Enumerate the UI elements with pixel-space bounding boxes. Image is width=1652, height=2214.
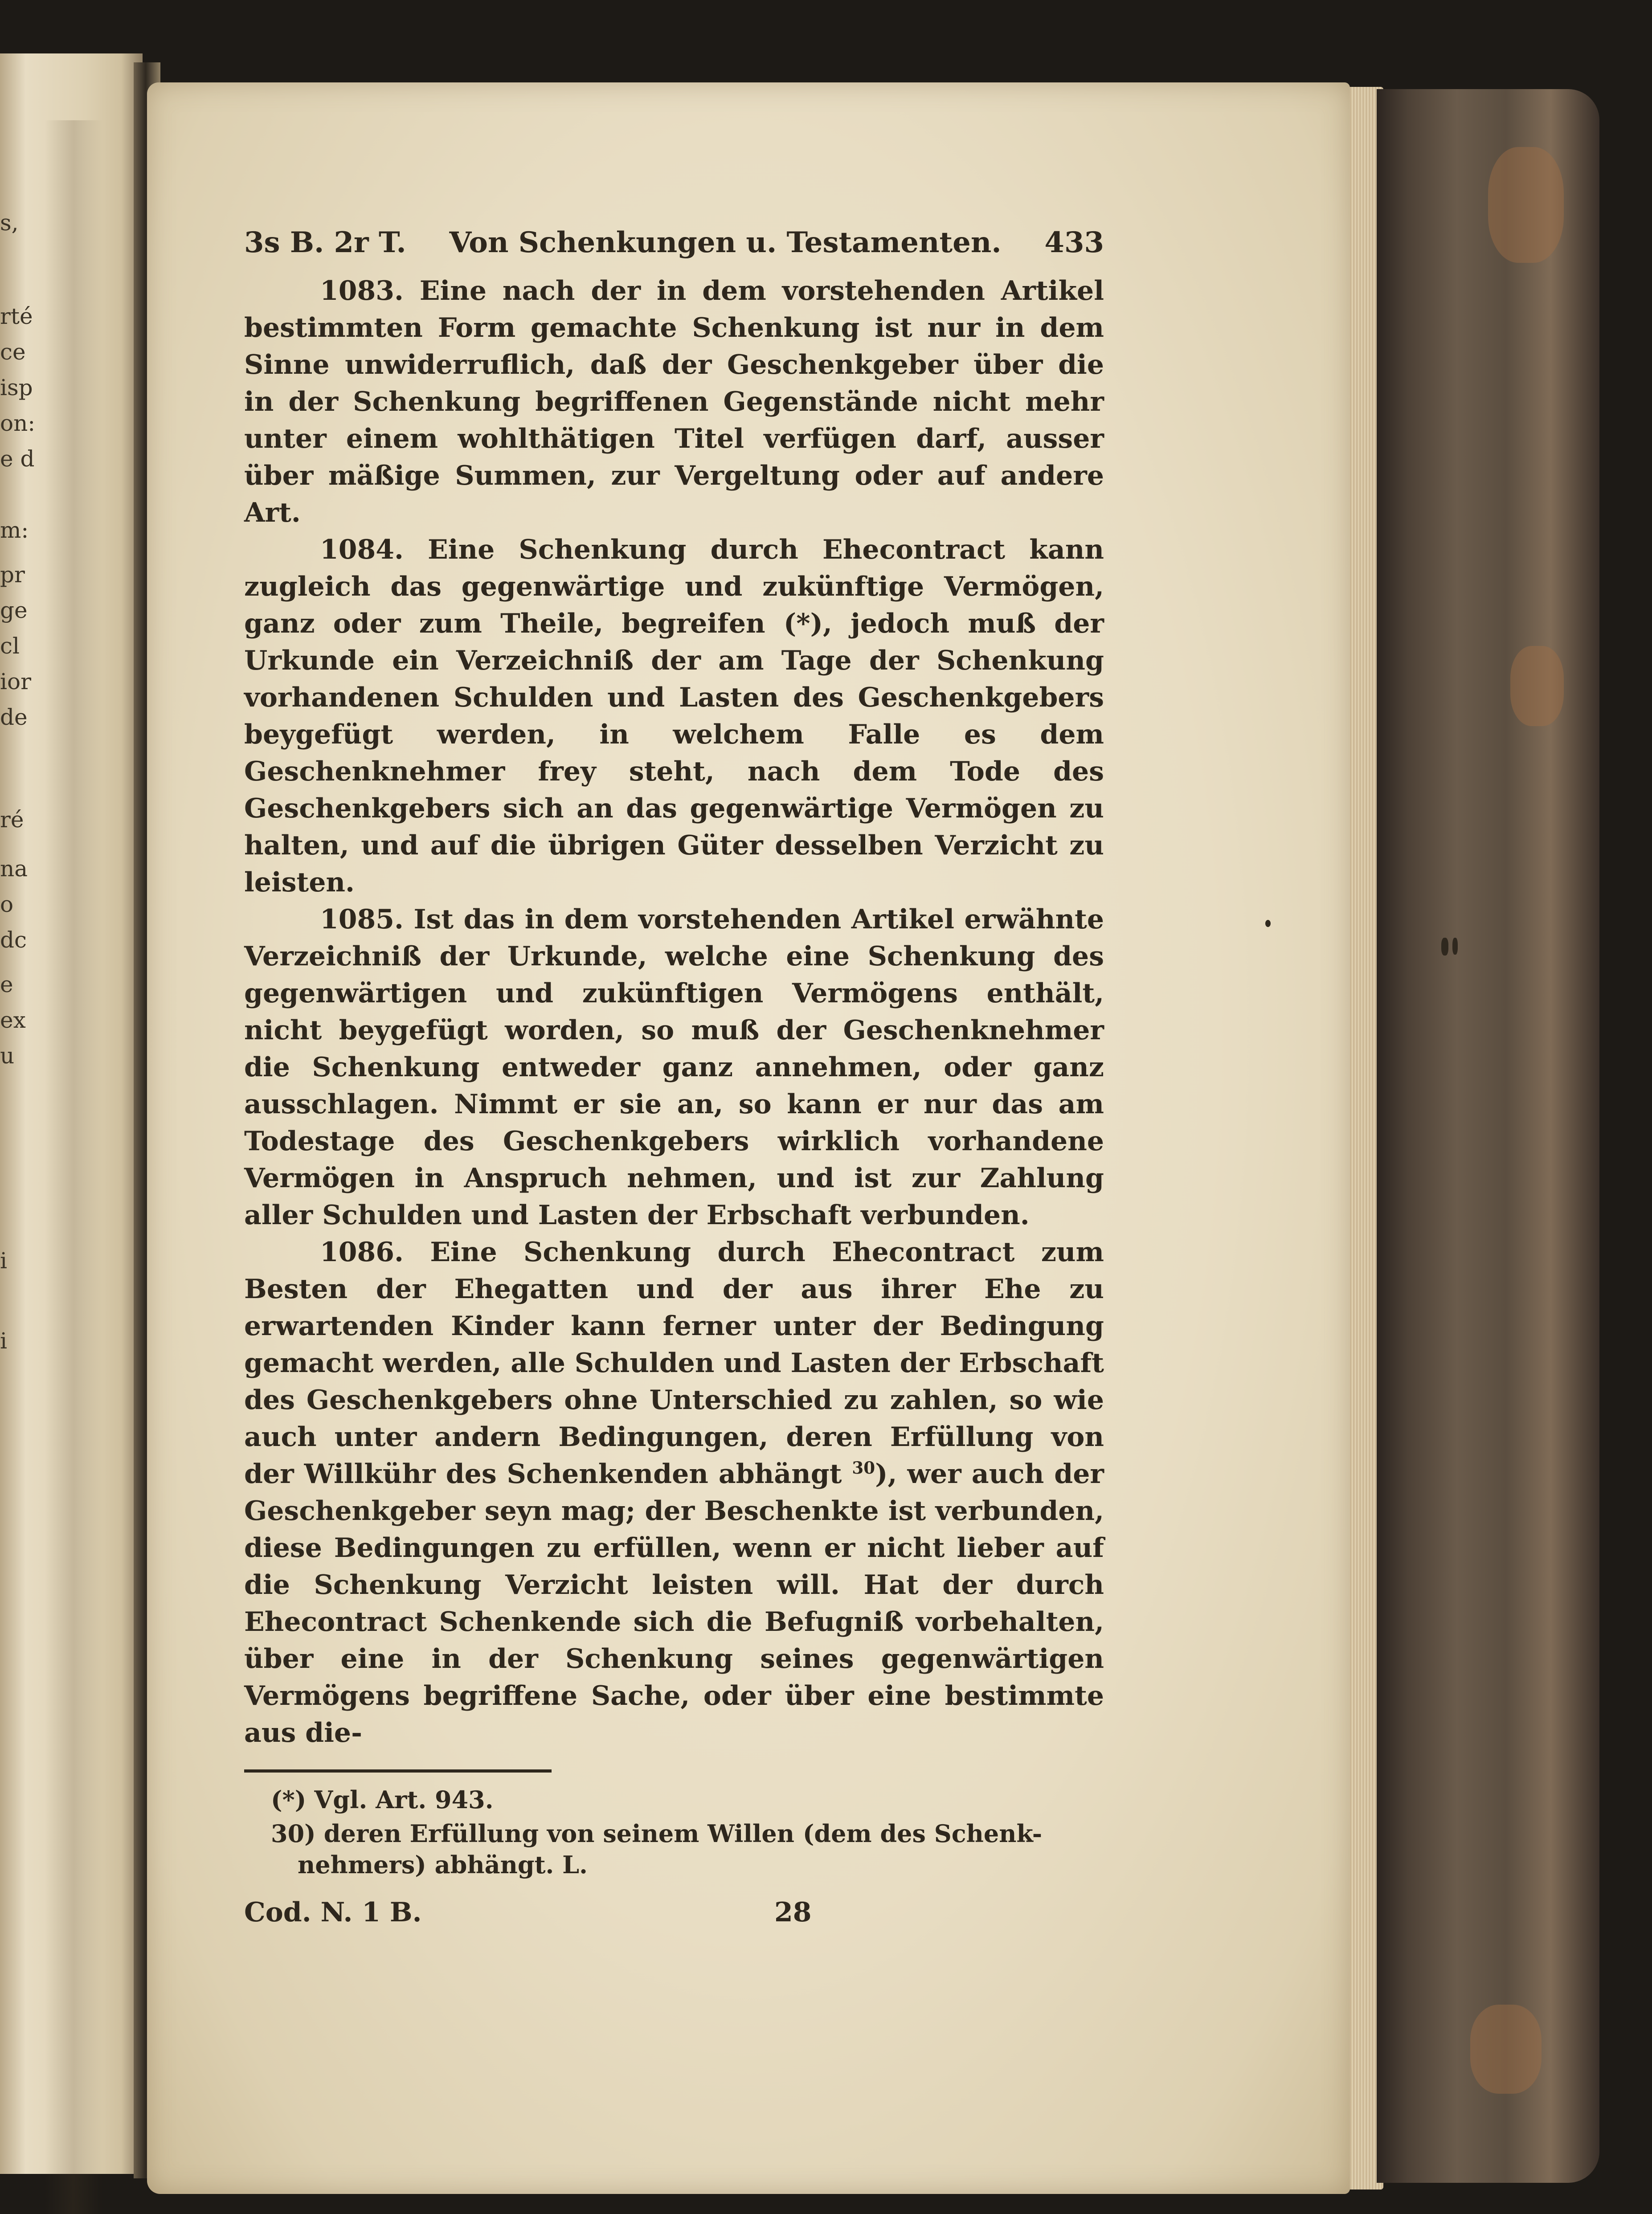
article-text: Ist das in dem vorstehenden Artikel erwähnte Verzeichniß der Urkunde, welche eine Schenkung des gegenwärtigen und zukünftigen Vermögens enthält, nicht beygefügt worden, so muß der Geschenknehmer die Schenkung entweder ganz annehmen, oder ganz ausschlagen. Nimmt er sie an, so kann er nur das am Todestage des Geschenkgebers wirklich vorhandene Vermögen in Anspruch nehmen, und ist zur Zahlung aller Schulden und Lasten der Erbschaft verbunden. xyxy=(244,904,1104,1231)
left-page-fragment: o xyxy=(0,891,14,917)
left-page-fragment: ex xyxy=(0,1007,26,1033)
book-cover xyxy=(1377,89,1599,2183)
signature-mark: Cod. N. 1 B. xyxy=(244,1897,422,1928)
article-paragraph xyxy=(244,1234,1104,1752)
article-number: 1086. xyxy=(320,1237,404,1268)
left-page xyxy=(0,53,143,2174)
footnote xyxy=(271,1818,1104,1880)
page-footer xyxy=(244,1895,1104,1930)
running-head xyxy=(244,223,1104,263)
article-text: Eine Schenkung durch Ehecontract kann zugleich das gegenwärtige und zukünftige Vermögen, ganz oder zum Theile, begreifen (*), jedoch muß der Urkunde ein Verzeichniß der am Tage der Schenkung vorhandenen Schulden und Lasten des Geschenkgebers beygefügt werden, in welchem Falle es dem Geschenknehmer frey steht, nach dem Tode des Geschenkgebers sich an das gegenwärtige Vermögen zu halten, und auf die übrigen Güter desselben Verzicht zu leisten. xyxy=(244,534,1104,898)
left-page-fragment: isp xyxy=(0,375,33,400)
left-page-fragment: ce xyxy=(0,339,26,365)
left-page-fragment: na xyxy=(0,856,28,882)
footnote-mark: 30) xyxy=(271,1819,316,1848)
running-title: Von Schenkungen u. Testamenten. xyxy=(449,226,1002,259)
ink-speck xyxy=(1441,938,1448,956)
page-number: 433 xyxy=(1044,226,1104,259)
volume-part-label: 3s B. 2r T. xyxy=(244,226,406,259)
article-number: 1085. xyxy=(320,904,404,935)
left-page-fragment: u xyxy=(0,1043,15,1069)
left-page-fragment: i xyxy=(0,1328,7,1354)
left-page-fragment: pr xyxy=(0,562,25,588)
article-number: 1084. xyxy=(320,534,404,565)
sheet-number: 28 xyxy=(774,1897,812,1928)
left-page-fragment: cl xyxy=(0,633,20,659)
left-page-fragment: s, xyxy=(0,210,19,236)
article-text: ), wer auch der Geschenkgeber seyn mag; der Beschenkte ist verbunden, diese Bedingungen zu erfüllen, wenn er nicht lieber auf die Schenkung Verzicht leisten will. Hat der durch Ehecontract Schenkende sich die Befugniß vorbehalten, über eine in der Schenkung seines gegenwärtigen Vermögens begriffene Sache, oder über eine bestimmte aus die- xyxy=(244,1458,1104,1748)
left-page-fragment: rté xyxy=(0,303,33,329)
footnote-mark: (*) xyxy=(271,1785,307,1814)
left-page-fragment: e xyxy=(0,972,13,997)
left-page-fragment: i xyxy=(0,1248,7,1274)
footnote-reference: 30 xyxy=(852,1458,875,1478)
footnote xyxy=(271,1784,1104,1815)
article-text: Eine nach der in dem vorstehenden Artikel bestimmten Form gemachte Schenkung ist nur in dem Sinne unwiderruflich, daß der Geschenkgeber über die in der Schenkung begriffenen Gegenstände nicht mehr unter einem wohlthätigen Titel verfügen darf, ausser über mäßige Summen, zur Vergeltung oder auf andere Art. xyxy=(244,275,1104,528)
left-page-fragment: on: xyxy=(0,410,36,436)
article-paragraph xyxy=(244,901,1104,1234)
left-page-fragment: ior xyxy=(0,669,31,694)
page-text xyxy=(244,223,1104,1930)
cover-scuff xyxy=(1470,2005,1542,2094)
ink-speck xyxy=(1265,920,1271,927)
left-page-fragment: m: xyxy=(0,517,29,543)
article-paragraph xyxy=(244,273,1104,531)
cover-scuff xyxy=(1510,646,1564,726)
left-page-fragment: ré xyxy=(0,807,24,833)
footnote-rule xyxy=(244,1769,552,1773)
left-page-fragment: ge xyxy=(0,597,28,623)
footnote-text: deren Erfüllung von seinem Willen (dem des Schenk- xyxy=(323,1819,1043,1848)
article-text: Eine Schenkung durch Ehecontract zum Besten der Ehegatten und der aus ihrer Ehe zu erwartenden Kinder kann ferner unter der Bedingung gemacht werden, alle Schulden und Lasten der Erbschaft des Geschenkgebers ohne Unterschied zu zahlen, so wie auch unter andern Bedingungen, deren Erfüllung von der Willkühr des Schenkenden abhängt xyxy=(244,1237,1104,1490)
footnote-continuation: nehmers) abhängt. L. xyxy=(298,1850,588,1879)
footnote-text: Vgl. Art. 943. xyxy=(314,1785,494,1814)
article-paragraph xyxy=(244,531,1104,901)
article-number: 1083. xyxy=(320,275,404,306)
ink-speck xyxy=(1452,938,1458,955)
left-page-fragment: dc xyxy=(0,927,27,953)
cover-scuff xyxy=(1488,147,1564,263)
left-page-fragment: e d xyxy=(0,446,35,472)
left-page-shadow xyxy=(45,120,102,2214)
left-page-fragment: de xyxy=(0,704,28,730)
